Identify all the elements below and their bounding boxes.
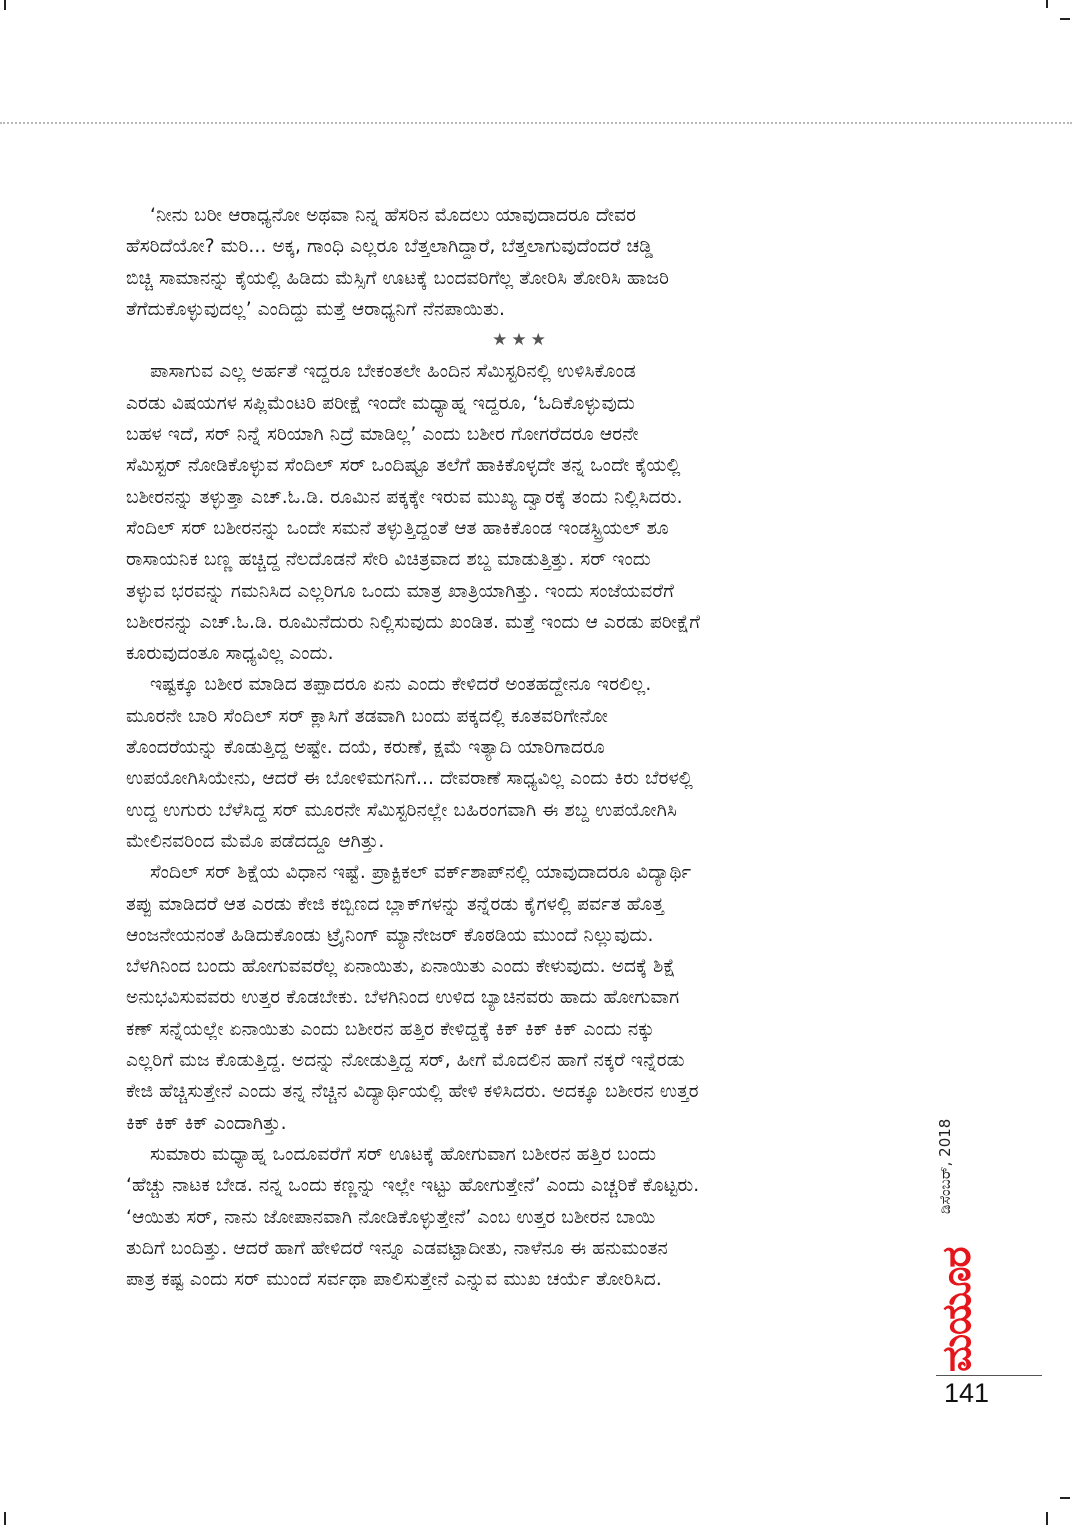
article-line: ಕೂರುವುದಂತೂ ಸಾಧ್ಯವಿಲ್ಲ ಎಂದು. <box>126 643 334 665</box>
article-line: ಸುಮಾರು ಮಧ್ಯಾಹ್ನ ಒಂದೂವರೆಗೆ ಸರ್ ಊಟಕ್ಕೆ ಹೋಗುವಾಗ ಬಶೀರನ ಹತ್ತಿರ ಬಂದು <box>150 1143 657 1165</box>
article-line: ತೆಗೆದುಕೊಳ್ಳುವುದಲ್ಲ’ ಎಂದಿದ್ದು ಮತ್ತೆ ಆರಾಧ್ಯನಿಗೆ ನೆನಪಾಯಿತು. <box>126 298 505 320</box>
article-line: ‘ಆಯಿತು ಸರ್, ನಾನು ಜೋಪಾನವಾಗಿ ನೋಡಿಕೊಳ್ಳುತ್ತೇನೆ’ ಎಂಬ ಉತ್ತರ ಬಶೀರನ ಬಾಯಿ <box>126 1206 656 1228</box>
article-line: ಮೂರನೇ ಬಾರಿ ಸೆಂದಿಲ್ ಸರ್ ಕ್ಲಾಸಿಗೆ ತಡವಾಗಿ ಬಂದು ಪಕ್ಕದಲ್ಲಿ ಕೂತವರಿಗೇನೋ <box>126 705 608 727</box>
article-line: ರಾಸಾಯನಿಕ ಬಣ್ಣ ಹಚ್ಚಿದ್ದ ನೆಲದೊಡನೆ ಸೇರಿ ವಿಚಿತ್ರವಾದ ಶಬ್ದ ಮಾಡುತ್ತಿತ್ತು. ಸರ್ ಇಂದು <box>126 549 651 571</box>
article-line: ಹೆಸರಿದೆಯೋ? ಮರಿ... ಅಕ್ಕ, ಗಾಂಧಿ ಎಲ್ಲರೂ ಬೆತ್ತಲಾಗಿದ್ದಾರೆ, ಬೆತ್ತಲಾಗುವುದೆಂದರೆ ಚಡ್ಡಿ <box>126 236 654 258</box>
article-line: ‘ಹೆಚ್ಚು ನಾಟಕ ಬೇಡ. ನನ್ನ ಒಂದು ಕಣ್ಣನ್ನು ಇಲ್ಲೇ ಇಟ್ಟು ಹೋಗುತ್ತೇನೆ’ ಎಂದು ಎಚ್ಚರಿಕೆ ಕೊಟ್ಟರು. <box>126 1175 700 1197</box>
header-dotted-rule <box>0 122 1072 124</box>
article-line: ಎಲ್ಲರಿಗೆ ಮಜ ಕೊಡುತ್ತಿದ್ದ. ಅದನ್ನು ನೋಡುತ್ತಿದ್ದ ಸರ್, ಹೀಗೆ ಮೊದಲಿನ ಹಾಗೆ ನಕ್ಕರೆ ಇನ್ನೆರಡು <box>126 1050 685 1072</box>
page-number: 141 <box>944 1378 990 1408</box>
crop-mark-top-left <box>4 0 6 10</box>
article-line: ಬಹಳ ಇದೆ, ಸರ್ ನಿನ್ನೆ ಸರಿಯಾಗಿ ನಿದ್ರೆ ಮಾಡಿಲ್ಲ’ ಎಂದು ಬಶೀರ ಗೋಗರೆದರೂ ಆರನೇ <box>126 424 639 446</box>
article-line: ಬೆಳಗಿನಿಂದ ಬಂದು ಹೋಗುವವರೆಲ್ಲ ಏನಾಯಿತು, ಏನಾಯಿತು ಎಂದು ಕೇಳುವುದು. ಅದಕ್ಕೆ ಶಿಕ್ಷೆ <box>126 956 676 978</box>
article-line: ತುದಿಗೆ ಬಂದಿತ್ತು. ಆದರೆ ಹಾಗೆ ಹೇಳಿದರೆ ಇನ್ನೂ ಎಡವಟ್ಟಾದೀತು, ನಾಳೆನೂ ಈ ಹನುಮಂತನ <box>126 1237 668 1259</box>
crop-mark-right-bottom <box>1060 1497 1070 1499</box>
article-line: ಕೇಜಿ ಹೆಚ್ಚಿಸುತ್ತೇನೆ ಎಂದು ತನ್ನ ನೆಚ್ಚಿನ ವಿದ್ಯಾರ್ಥಿಯಲ್ಲಿ ಹೇಳಿ ಕಳಿಸಿದರು. ಅದಕ್ಕೂ ಬಶೀರನ ಉತ್ತರ <box>126 1081 699 1103</box>
article-line: ತಳ್ಳುವ ಭರವನ್ನು ಗಮನಿಸಿದ ಎಲ್ಲರಿಗೂ ಒಂದು ಮಾತ್ರ ಖಾತ್ರಿಯಾಗಿತ್ತು. ಇಂದು ಸಂಜೆಯವರೆಗೆ <box>126 580 675 602</box>
article-line: ಉಪಯೋಗಿಸಿಯೇನು, ಆದರೆ ಈ ಬೋಳಿಮಗನಿಗೆ... ದೇವರಾಣೆ ಸಾಧ್ಯವಿಲ್ಲ ಎಂದು ಕಿರು ಬೆರಳಲ್ಲಿ <box>126 768 693 790</box>
article-line: ಪಾತ್ರ ಕಷ್ಟ ಎಂದು ಸರ್ ಮುಂದೆ ಸರ್ವಥಾ ಪಾಲಿಸುತ್ತೇನೆ ಎನ್ನುವ ಮುಖ ಚರ್ಯೆ ತೋರಿಸಿದ. <box>126 1269 662 1291</box>
section-break-stars: ★★★ <box>492 330 550 351</box>
issue-date: ಡಿಸೆಂಬರ್, 2018 <box>936 1118 954 1214</box>
article-line: ತೊಂದರೆಯನ್ನು ಕೊಡುತ್ತಿದ್ದ ಅಷ್ಟೇ. ದಯೆ, ಕರುಣೆ, ಕ್ಷಮೆ ಇತ್ಯಾದಿ ಯಾರಿಗಾದರೂ <box>126 737 605 759</box>
article-line: ಕಣ್ ಸನ್ನೆಯಲ್ಲೇ ಏನಾಯಿತು ಎಂದು ಬಶೀರನ ಹತ್ತಿರ ಕೇಳಿದ್ದಕ್ಕೆ ಕಿಕ್ ಕಿಕ್ ಕಿಕ್ ಎಂದು ನಕ್ಕು <box>126 1018 655 1040</box>
crop-mark-bottom-left <box>4 1512 6 1525</box>
article-line: ಎರಡು ವಿಷಯಗಳ ಸಪ್ಲಿಮೆಂಟರಿ ಪರೀಕ್ಷೆ ಇಂದೇ ಮಧ್ಯಾಹ್ನ ಇದ್ದರೂ, ‘ಓದಿಕೊಳ್ಳುವುದು <box>126 392 635 414</box>
article-line: ಬಶೀರನನ್ನು ತಳ್ಳುತ್ತಾ ಎಚ್.ಓ.ಡಿ. ರೂಮಿನ ಪಕ್ಕಕ್ಕೇ ಇರುವ ಮುಖ್ಯ ದ್ವಾರಕ್ಕೆ ತಂದು ನಿಲ್ಲಿಸಿದರು. <box>126 486 683 508</box>
crop-mark-bottom-right <box>1046 1512 1048 1525</box>
article-line: ಸೆಂದಿಲ್ ಸರ್ ಬಶೀರನನ್ನು ಒಂದೇ ಸಮನೆ ತಳ್ಳುತ್ತಿದ್ದಂತೆ ಆತ ಹಾಕಿಕೊಂಡ ಇಂಡಸ್ಟ್ರಿಯಲ್ ಶೂ <box>126 517 669 539</box>
article-line: ಸೆಂದಿಲ್ ಸರ್ ಶಿಕ್ಷೆಯ ವಿಧಾನ ಇಷ್ಟೆ. ಪ್ರಾಕ್ಟಿಕಲ್ ವರ್ಕ್‌ಶಾಪ್‌ನಲ್ಲಿ ಯಾವುದಾದರೂ ವಿದ್ಯಾರ್ಥಿ <box>150 862 692 884</box>
article-body <box>126 200 916 1295</box>
article-line: ಕಿಕ್ ಕಿಕ್ ಕಿಕ್ ಎಂದಾಗಿತ್ತು. <box>126 1112 287 1134</box>
article-line: ಸೆಮಿಸ್ಟರ್ ನೋಡಿಕೊಳ್ಳುವ ಸೆಂದಿಲ್ ಸರ್ ಒಂದಿಷ್ಟೂ ತಲೆಗೆ ಹಾಕಿಕೊಳ್ಳದೇ ತನ್ನ ಒಂದೇ ಕೈಯಲ್ಲಿ <box>126 455 681 477</box>
article-line: ಅನುಭವಿಸುವವರು ಉತ್ತರ ಕೊಡಬೇಕು. ಬೆಳಗಿನಿಂದ ಉಳಿದ ಬ್ಯಾಚಿನವರು ಹಾದು ಹೋಗುವಾಗ <box>126 987 680 1009</box>
article-line: ಆಂಜನೇಯನಂತೆ ಹಿಡಿದುಕೊಂಡು ಟ್ರೈನಿಂಗ್ ಮ್ಯಾನೇಜರ್ ಕೊಠಡಿಯ ಮುಂದೆ ನಿಲ್ಲುವುದು. <box>126 924 654 946</box>
article-line: ಇಷ್ಟಕ್ಕೂ ಬಶೀರ ಮಾಡಿದ ತಪ್ಪಾದರೂ ಏನು ಎಂದು ಕೇಳಿದರೆ ಅಂತಹದ್ದೇನೂ ಇರಲಿಲ್ಲ. <box>150 674 652 696</box>
article-line: ಬಿಚ್ಚಿ ಸಾಮಾನನ್ನು ಕೈಯಲ್ಲಿ ಹಿಡಿದು ಮೆಸ್ಸಿಗೆ ಊಟಕ್ಕೆ ಬಂದವರಿಗೆಲ್ಲ ತೋರಿಸಿ ತೋರಿಸಿ ಹಾಜರಿ <box>126 267 670 289</box>
article-line: ಮೇಲಿನವರಿಂದ ಮೆಮೊ ಪಡೆದದ್ದೂ ಆಗಿತ್ತು. <box>126 830 385 852</box>
article-line: ತಪ್ಪು ಮಾಡಿದರೆ ಆತ ಎರಡು ಕೇಜಿ ಕಬ್ಬಿಣದ ಬ್ಲಾಕ್‌ಗಳನ್ನು ತನ್ನೆರಡು ಕೈಗಳಲ್ಲಿ ಪರ್ವತ ಹೊತ್ತ <box>126 893 664 915</box>
article-line: ‘ನೀನು ಬರೀ ಆರಾಧ್ಯನೋ ಅಥವಾ ನಿನ್ನ ಹೆಸರಿನ ಮೊದಲು ಯಾವುದಾದರೂ ದೇವರ <box>150 205 637 226</box>
article-line: ಉದ್ದ ಉಗುರು ಬೆಳೆಸಿದ್ದ ಸರ್ ಮೂರನೇ ಸೆಮಿಸ್ಟರಿನಲ್ಲೇ ಬಹಿರಂಗವಾಗಿ ಈ ಶಬ್ದ ಉಪಯೋಗಿಸಿ <box>126 799 677 821</box>
page-number-rule <box>936 1375 1042 1376</box>
crop-mark-top-right <box>1046 0 1048 8</box>
article-line: ಬಶೀರನನ್ನು ಎಚ್.ಓ.ಡಿ. ರೂಮಿನೆದುರು ನಿಲ್ಲಿಸುವುದು ಖಂಡಿತ. ಮತ್ತೆ ಇಂದು ಆ ಎರಡು ಪರೀಕ್ಷೆಗೆ <box>126 611 701 633</box>
magazine-logo: ಮಯೂರ <box>934 1247 980 1372</box>
crop-mark-right-top <box>1060 18 1070 20</box>
article-line: ಪಾಸಾಗುವ ಎಲ್ಲ ಅರ್ಹತೆ ಇದ್ದರೂ ಬೇಕಂತಲೇ ಹಿಂದಿನ ಸೆಮಿಸ್ಟರಿನಲ್ಲಿ ಉಳಿಸಿಕೊಂಡ <box>150 361 636 383</box>
